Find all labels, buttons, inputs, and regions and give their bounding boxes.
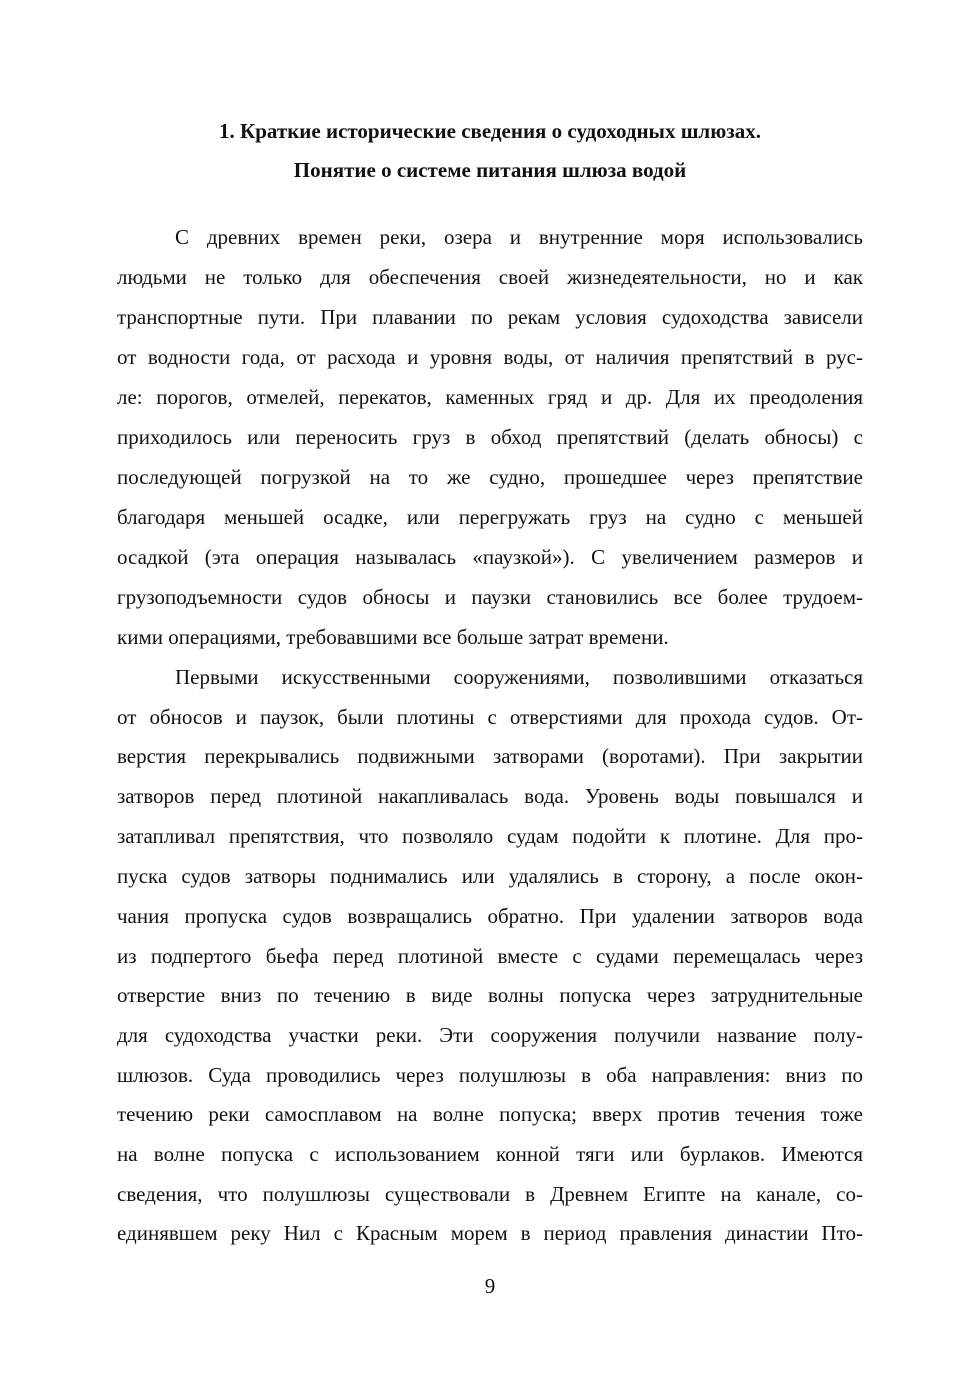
text-line: приходилось или переносить груз в обход препятствий (делать обносы) с (117, 425, 863, 449)
section-title-line-2: Понятие о системе питания шлюза водой (293, 158, 687, 182)
page-number: 9 (484, 1274, 496, 1298)
text-line: ле: порогов, отмелей, перекатов, каменных гряд и др. Для их преодоления (117, 385, 863, 409)
text-line: от водности года, от расхода и уровня воды, от наличия препятствий в рус- (117, 345, 863, 369)
text-line: шлюзов. Суда проводились через полушлюзы в оба направления: вниз по (117, 1063, 863, 1087)
text-line: затворов перед плотиной накапливалась вода. Уровень воды повышался и (117, 784, 863, 808)
section-title-line-1: 1. Краткие исторические сведения о судоходных шлюзах. (219, 119, 761, 143)
text-line: последующей погрузкой на то же судно, прошедшее через препятствие (117, 465, 863, 489)
text-line: для судоходства участки реки. Эти сооружения получили название полу- (117, 1023, 863, 1047)
text-line: людьми не только для обеспечения своей жизнедеятельности, но и как (117, 265, 863, 289)
text-line: грузоподъемности судов обносы и паузки становились все более трудоем- (117, 585, 863, 609)
text-line: течению реки самосплавом на волне попуска; вверх против течения тоже (117, 1102, 863, 1126)
text-line: на волне попуска с использованием конной тяги или бурлаков. Имеются (117, 1142, 863, 1166)
text-line: благодаря меньшей осадке, или перегружать груз на судно с меньшей (117, 505, 863, 529)
text-line: Первыми искусственными сооружениями, позволившими отказаться (175, 665, 863, 689)
text-line: от обносов и паузок, были плотины с отверстиями для прохода судов. От- (117, 705, 863, 729)
text-line: кими операциями, требовавшими все больше затрат времени. (117, 625, 669, 649)
text-line: из подпертого бьефа перед плотиной вместе с судами перемещалась через (117, 944, 863, 968)
text-line: отверстие вниз по течению в виде волны попуска через затруднительные (117, 983, 863, 1007)
text-line: транспортные пути. При плавании по рекам условия судоходства зависели (117, 305, 863, 329)
text-line: осадкой (эта операция называлась «паузкой»). С увеличением размеров и (117, 545, 863, 569)
text-line: затапливал препятствия, что позволяло судам подойти к плотине. Для про- (117, 824, 863, 848)
text-line: верстия перекрывались подвижными затворами (воротами). При закрытии (117, 744, 863, 768)
text-line: чания пропуска судов возвращались обратно. При удалении затворов вода (117, 904, 863, 928)
text-line: сведения, что полушлюзы существовали в Древнем Египте на канале, со- (117, 1182, 863, 1206)
text-line: пуска судов затворы поднимались или удалялись в сторону, а после окон- (117, 864, 863, 888)
text-line: единявшем реку Нил с Красным морем в период правления династии Пто- (117, 1221, 863, 1245)
text-line: С древних времен реки, озера и внутренние моря использовались (175, 225, 863, 249)
